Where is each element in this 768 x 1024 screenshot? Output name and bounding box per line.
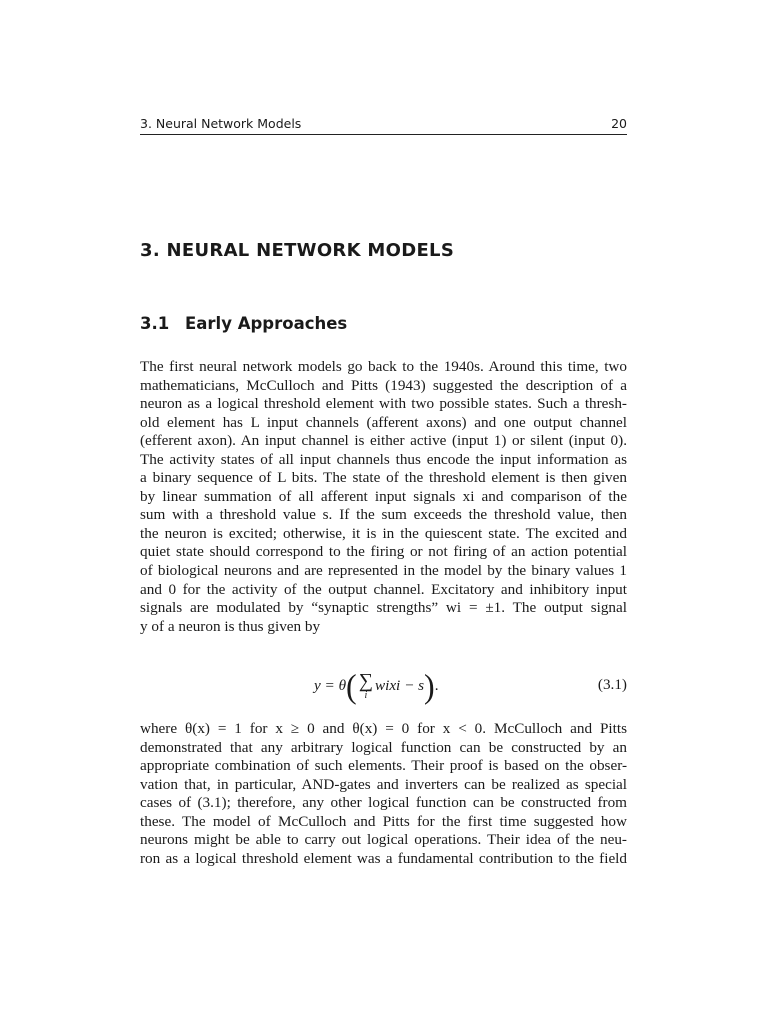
text-line: The activity states of all input channels thus encode the input information as <box>140 450 627 468</box>
text-line: ron as a logical threshold element was a fundamental contribution to the field <box>140 849 627 867</box>
left-paren: ( <box>346 667 357 705</box>
right-paren: ) <box>424 667 435 705</box>
text-line: by linear summation of all afferent input signals xi and comparison of the <box>140 487 627 505</box>
section-title: Early Approaches <box>185 314 348 333</box>
text-line: cases of (3.1); therefore, any other logical function can be constructed from <box>140 794 627 812</box>
equation-body <box>314 666 439 706</box>
paragraph-2 <box>140 720 627 868</box>
equation-3-1 <box>140 664 627 712</box>
text-line: and 0 for the activity of the output channel. Excitatory and inhibitory input <box>140 580 627 598</box>
text-line: neuron as a logical threshold element with two possible states. Such a thresh- <box>140 395 627 413</box>
equation-period: . <box>434 677 439 694</box>
text-line: mathematicians, McCulloch and Pitts (1943) suggested the description of a <box>140 376 627 394</box>
text-line: vation that, in particular, AND-gates and inverters can be realized as special <box>140 775 627 793</box>
text-line: y of a neuron is thus given by <box>140 617 321 635</box>
equation-lhs: y = θ <box>314 677 347 694</box>
text-line: demonstrated that any arbitrary logical function can be constructed by an <box>140 738 627 756</box>
header-page-number: 20 <box>611 116 627 131</box>
section-number: 3.1 <box>140 314 170 333</box>
summation <box>359 671 373 701</box>
text-line: a binary sequence of L bits. The state of the threshold element is then given <box>140 469 627 487</box>
text-line: quiet state should correspond to the firing or not firing of an action potential <box>140 543 627 561</box>
running-header <box>140 116 627 135</box>
equation-label: (3.1) <box>597 676 627 693</box>
sigma-symbol: ∑ <box>358 670 373 692</box>
equation-terms: wixi − s <box>374 677 425 694</box>
text-line: appropriate combination of such elements. Their proof is based on the obser- <box>140 757 627 775</box>
text-line: where θ(x) = 1 for x ≥ 0 and θ(x) = 0 for x < 0. McCulloch and Pitts <box>140 720 627 737</box>
text-line: (efferent axon). An input channel is either active (input 1) or silent (input 0). <box>140 432 627 450</box>
section-heading <box>140 314 347 333</box>
text-line: the neuron is excited; otherwise, it is in the quiescent state. The excited and <box>140 524 627 542</box>
text-line: neurons might be able to carry out logical operations. Their idea of the neu- <box>140 831 627 849</box>
header-chapter: 3. Neural Network Models <box>140 116 302 131</box>
text-line: signals are modulated by “synaptic strengths” wi = ±1. The output signal <box>140 599 627 617</box>
text-line: these. The model of McCulloch and Pitts for the first time suggested how <box>140 812 627 830</box>
text-line: old element has L input channels (afferent axons) and one output channel <box>140 413 627 431</box>
text-line: of biological neurons and are represented in the model by the binary values 1 <box>140 562 627 580</box>
chapter-title: 3. NEURAL NETWORK MODELS <box>140 240 455 261</box>
text-line: sum with a threshold value s. If the sum exceeds the threshold value, then <box>140 506 627 524</box>
sum-index: i <box>364 690 368 701</box>
paragraph-1 <box>140 358 627 636</box>
text-line: The first neural network models go back to the 1940s. Around this time, two <box>140 358 627 375</box>
